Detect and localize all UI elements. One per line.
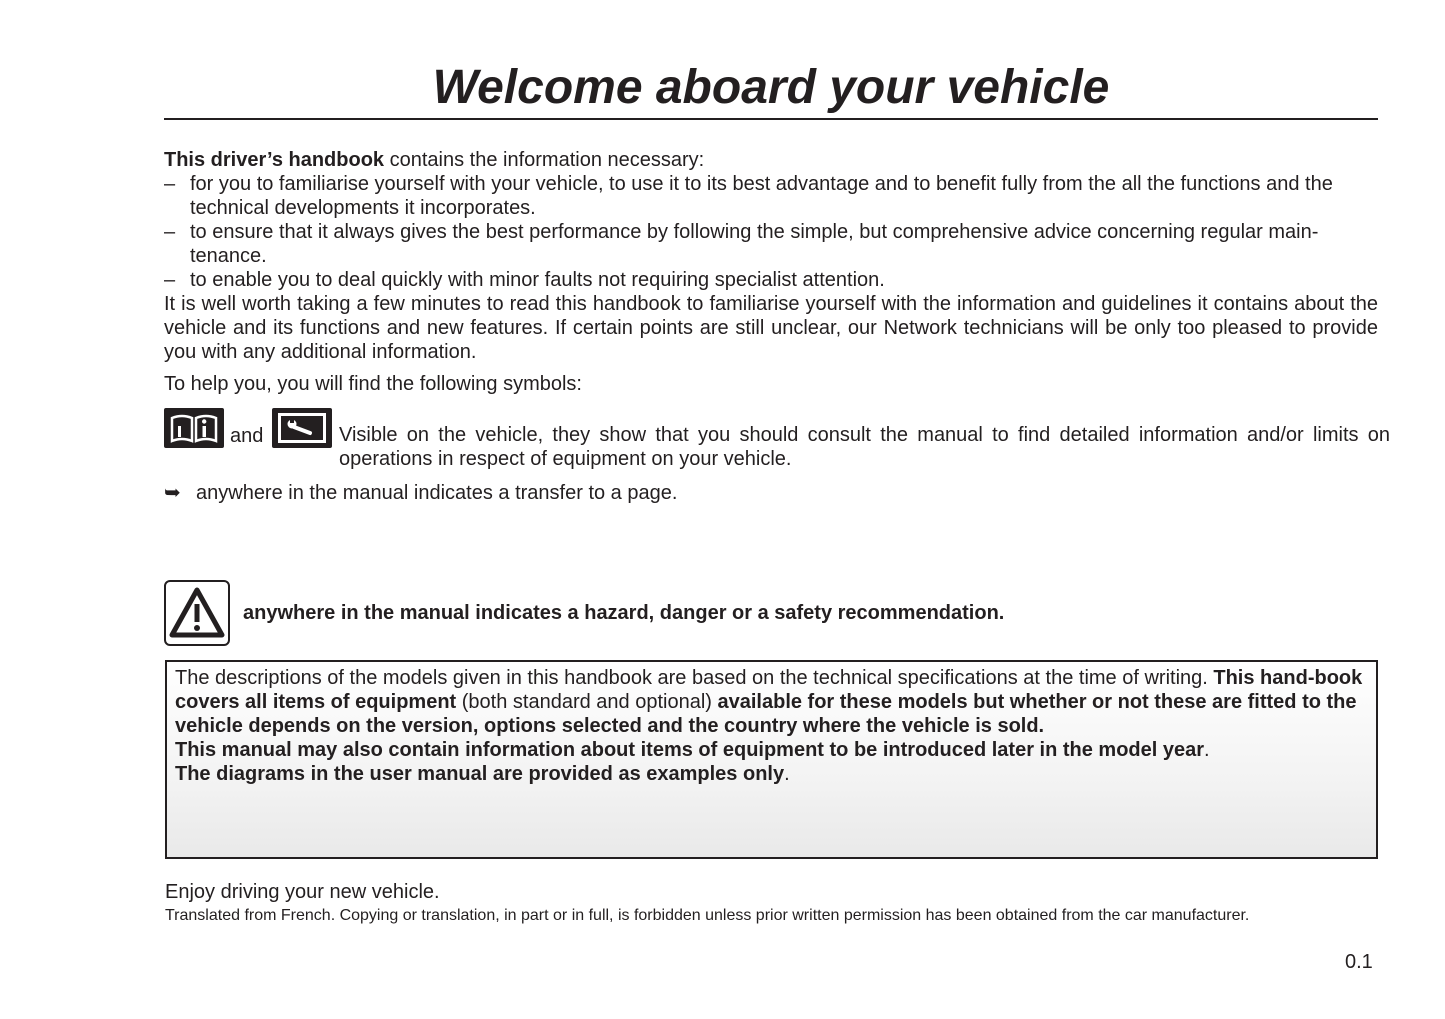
- equipment-note-box: [165, 660, 1378, 859]
- page-number: 0.1: [1345, 951, 1373, 973]
- note-p3-end: .: [784, 763, 790, 785]
- enjoy-text: Enjoy driving your new vehicle.: [165, 881, 440, 903]
- bullet-dash: –: [164, 173, 176, 195]
- note-p2-end: .: [1204, 739, 1210, 761]
- manual-info-icon: [164, 408, 224, 448]
- page-transfer-arrow-icon: ➥: [164, 482, 181, 504]
- note-p1-bold1: This hand-book covers all items of equipment: [175, 667, 1363, 713]
- intro-bullet-2: [164, 220, 1378, 268]
- note-paragraph-3: [175, 762, 1368, 786]
- bullet-text: for you to familiarise yourself with your vehicle, to use it to its best advantage and to benefit fully from the all the functions and the technical developments it incorporates.: [190, 173, 1333, 219]
- transfer-note: [164, 481, 677, 505]
- page-title: Welcome aboard your vehicle: [432, 61, 1110, 114]
- bullet-dash: –: [164, 269, 176, 291]
- title-rule: [164, 118, 1378, 120]
- intro-lead-rest: contains the information necessary:: [384, 149, 705, 171]
- bullet-text: to enable you to deal quickly with minor faults not requiring specialist attention.: [190, 269, 885, 291]
- symbols-description: Visible on the vehicle, they show that you should consult the manual to find detailed information and/or limits on operations in respect of equipment on your vehicle.: [339, 424, 1390, 470]
- spanner-icon: [272, 408, 332, 448]
- intro-bullet-1: [164, 172, 1378, 220]
- intro-bullet-3: [164, 268, 1378, 292]
- warning-triangle-icon: [164, 580, 230, 646]
- bullet-text: to ensure that it always gives the best performance by following the simple, but comprehensive advice concerning regular main-tenance.: [190, 221, 1319, 267]
- symbols-and-text: and: [230, 425, 264, 447]
- note-paragraph-1: [175, 666, 1368, 738]
- intro-lead: [164, 148, 1378, 172]
- note-p3-bold: The diagrams in the user manual are provided as examples only: [175, 763, 785, 785]
- symbols-help-text: To help you, you will find the following symbols:: [164, 373, 582, 395]
- note-paragraph-2: [175, 738, 1368, 762]
- intro-paragraph: It is well worth taking a few minutes to read this handbook to familiarise yourself with the information and guidelines it contains about the vehicle and its functions and new features. If certain points are still unclear, our Network technicians will be only too pleased to provide you with any additional information.: [164, 293, 1378, 363]
- note-p1-plain: The descriptions of the models given in this handbook are based on the technical specifications at the time of writing.: [175, 667, 1214, 689]
- transfer-note-text: anywhere in the manual indicates a transfer to a page.: [196, 482, 678, 504]
- copyright-notice: Translated from French. Copying or translation, in part or in full, is forbidden unless prior written permission has been obtained from the car manufacturer.: [165, 907, 1250, 924]
- note-p1-bold2: available for these models but whether or not these are fitted to the vehicle depends on the version, options selected and the country where the vehicle is sold.: [175, 691, 1357, 737]
- note-p1-plain2: (both standard and optional): [456, 691, 718, 713]
- warning-text: anywhere in the manual indicates a hazard, danger or a safety recommendation.: [243, 602, 1005, 624]
- bullet-dash: –: [164, 221, 176, 243]
- intro-section: [164, 148, 1378, 364]
- intro-lead-bold: This driver’s handbook: [164, 149, 385, 171]
- note-p2-bold: This manual may also contain information about items of equipment to be introduced later in the model year: [175, 739, 1205, 761]
